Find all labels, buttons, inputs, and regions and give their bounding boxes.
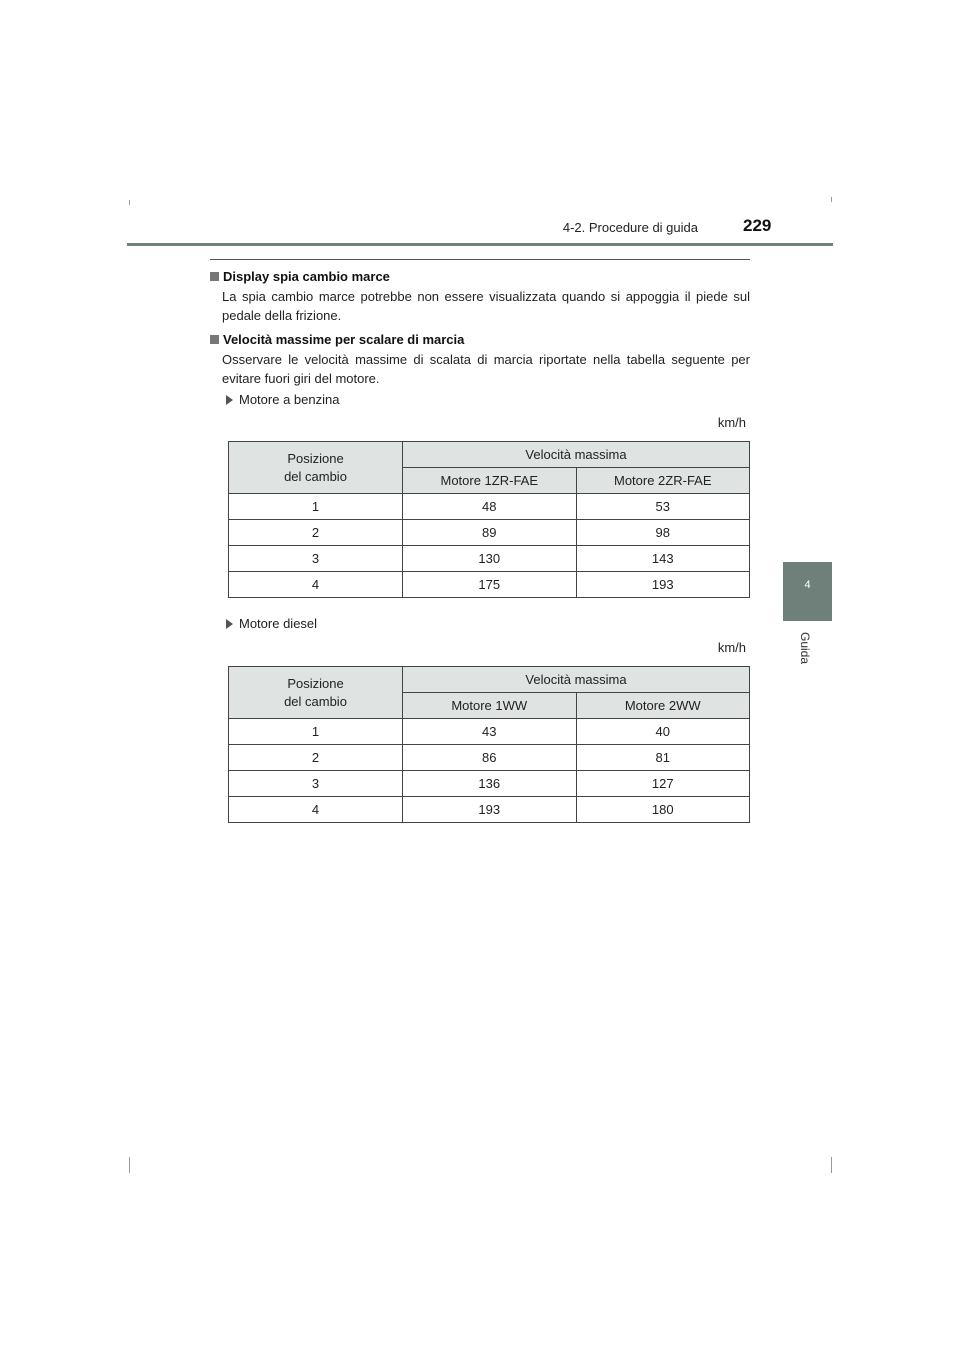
unit-label: km/h (717, 415, 746, 430)
speed-table-diesel (228, 666, 750, 823)
speed-table-petrol (228, 441, 750, 598)
column-header: Motore 1WW (403, 693, 577, 719)
table-cell: 180 (576, 797, 750, 823)
table-row (229, 572, 750, 598)
section-title: Display spia cambio marce (223, 269, 390, 284)
crop-mark (831, 1157, 832, 1173)
column-header: Motore 2ZR-FAE (576, 468, 750, 494)
table-cell: 127 (576, 771, 750, 797)
column-header: Motore 1ZR-FAE (403, 468, 577, 494)
table-cell: 81 (576, 745, 750, 771)
table-cell: 1 (229, 494, 403, 520)
table-cell: 89 (403, 520, 577, 546)
table-row (229, 745, 750, 771)
content-divider (210, 259, 750, 260)
chapter-tab (783, 562, 832, 621)
table-label: Motore a benzina (239, 392, 340, 407)
group-header: Velocità massima (403, 667, 750, 693)
table-cell: 43 (403, 719, 577, 745)
table-cell: 1 (229, 719, 403, 745)
crop-mark (831, 197, 832, 202)
table-row (229, 771, 750, 797)
section-gear-indicator (210, 267, 750, 325)
table-row (229, 797, 750, 823)
table-cell: 48 (403, 494, 577, 520)
table-cell: 143 (576, 546, 750, 572)
table-cell: 2 (229, 745, 403, 771)
triangle-bullet-icon (226, 619, 233, 629)
square-bullet-icon (210, 335, 219, 344)
table-cell: 98 (576, 520, 750, 546)
table-cell: 4 (229, 572, 403, 598)
table-cell: 3 (229, 546, 403, 572)
table-cell: 193 (403, 797, 577, 823)
section-text: La spia cambio marce potrebbe non essere visualizzata quando si appoggia il piede sul pedale della frizione. (222, 289, 750, 323)
petrol-label (210, 390, 750, 409)
section-text: Osservare le velocità massime di scalata di marcia riportate nella tabella seguente per evitare fuori giri del motore. (222, 352, 750, 386)
header-section-title: 4-2. Procedure di guida (562, 220, 698, 235)
table-label: Motore diesel (239, 616, 318, 631)
group-header: Velocità massima (403, 442, 750, 468)
page-number: 229 (743, 216, 772, 235)
table-row (229, 719, 750, 745)
table-row (229, 546, 750, 572)
table-cell: 130 (403, 546, 577, 572)
table-cell: 3 (229, 771, 403, 797)
chapter-number: 4 (804, 579, 811, 591)
unit-label: km/h (717, 640, 746, 655)
section-title: Velocità massime per scalare di marcia (223, 332, 465, 347)
chapter-label: Guida (798, 632, 812, 665)
crop-mark (129, 200, 130, 205)
table-row (229, 520, 750, 546)
content (210, 267, 750, 388)
table-cell: 4 (229, 797, 403, 823)
section-downshift-speeds (210, 330, 750, 388)
column-header: Motore 2WW (576, 693, 750, 719)
table-cell: 175 (403, 572, 577, 598)
table-cell: 40 (576, 719, 750, 745)
triangle-bullet-icon (226, 395, 233, 405)
table-cell: 136 (403, 771, 577, 797)
position-header: Posizione del cambio (229, 667, 403, 719)
table-cell: 53 (576, 494, 750, 520)
table-row (229, 494, 750, 520)
table-cell: 2 (229, 520, 403, 546)
crop-mark (129, 1157, 130, 1173)
table-cell: 86 (403, 745, 577, 771)
square-bullet-icon (210, 272, 219, 281)
table-cell: 193 (576, 572, 750, 598)
header-rule (127, 243, 833, 246)
diesel-label (210, 614, 750, 633)
position-header: Posizione del cambio (229, 442, 403, 494)
